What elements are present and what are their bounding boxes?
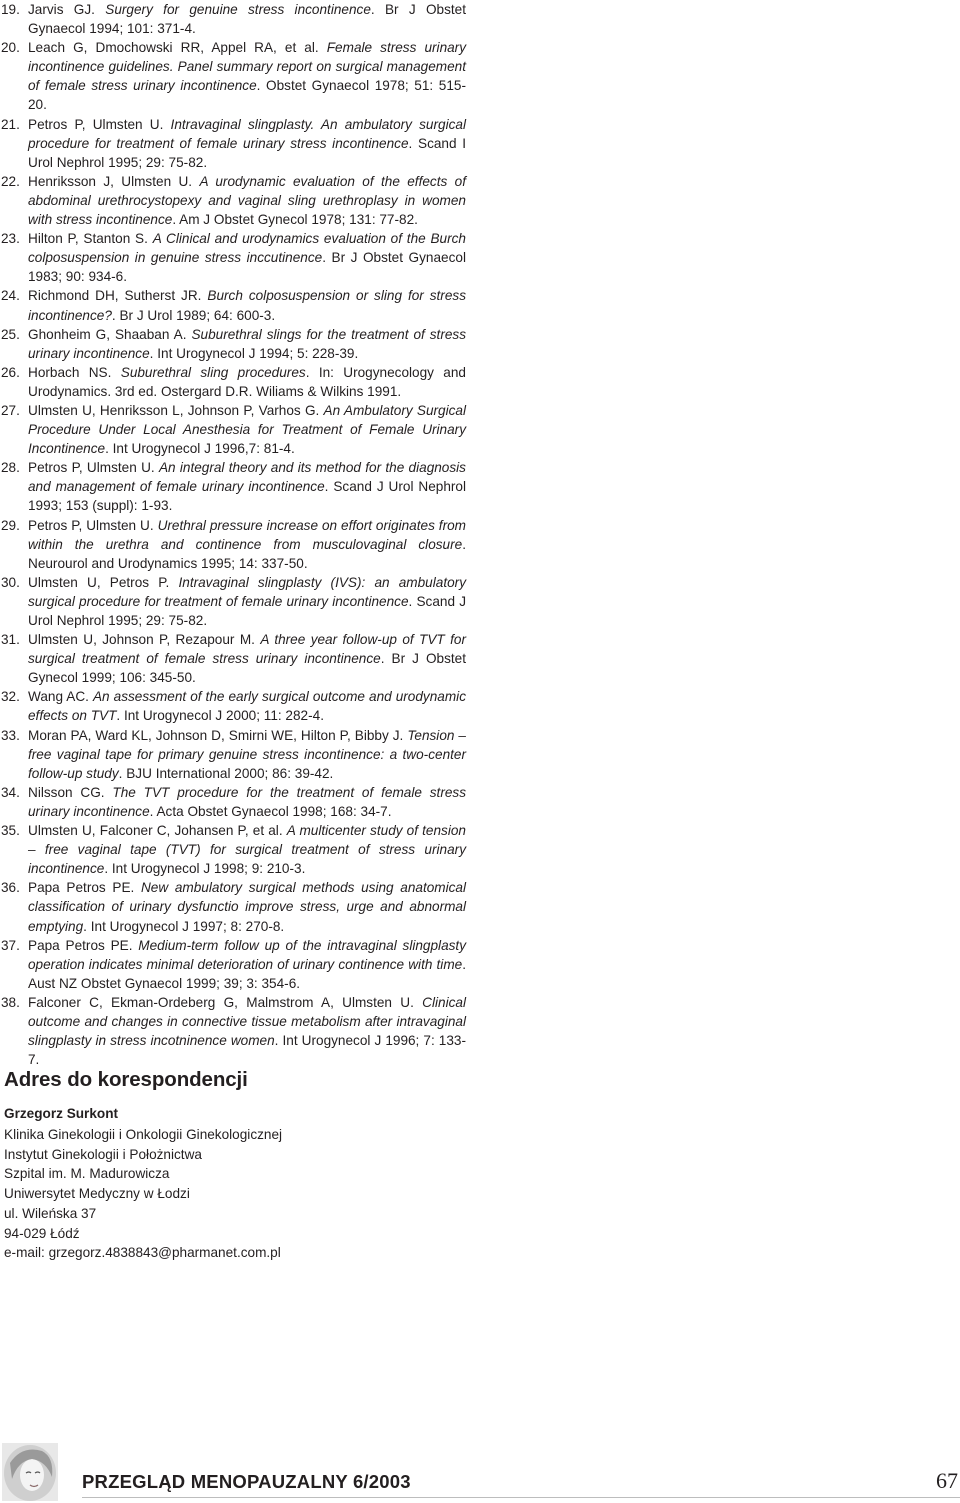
reference-title: A multicenter study of tension – free vaginal tape (TVT) for surgical treatment of stress urinary incontinence bbox=[28, 823, 466, 877]
reference-item: 31. Ulmsten U, Johnson P, Rezapour M. A three year follow-up of TVT for surgical treatment of female stress urinary incontinence. Br J Obstet Gynecol 1999; 106: 345-50. bbox=[1, 632, 467, 686]
reference-number: 26. bbox=[1, 364, 20, 380]
reference-item: 33. Moran PA, Ward KL, Johnson D, Smirni WE, Hilton P, Bibby J. Tension – free vaginal tape for primary genuine stress incontinence: a two-center follow-up study. BJU International 2000; 86: 39-42. bbox=[1, 727, 466, 781]
reference-item: 26. Horbach NS. Suburethral sling procedures. In: Urogynecology and Urodynamics. 3rd ed. Ostergard D.R. Wiliams & Wilkins 1991. bbox=[1, 364, 466, 399]
reference-authors: Richmond DH, Sutherst JR. bbox=[28, 288, 202, 304]
reference-title: Clinical outcome and changes in connective tissue metabolism after intravaginal slingplasty in stress incotninence women bbox=[28, 994, 466, 1049]
reference-number: 38. bbox=[1, 994, 20, 1010]
reference-item: 25. Ghonheim G, Shaaban A. Suburethral slings for the treatment of stress urinary incontinence. Int Urogynecol J 1994; 5: 228-39. bbox=[1, 326, 467, 361]
reference-source: Scand J Urol Nephrol 1993; 153 (suppl): 1-93. bbox=[28, 479, 466, 514]
reference-title: Intravaginal slingplasty (IVS): an ambulatory surgical procedure for treatment of female urinary incontinence bbox=[28, 574, 466, 609]
reference-list bbox=[1, 0, 467, 1069]
reference-item: 24. Richmond DH, Sutherst JR. Burch colposuspension or sling for stress incontinence?. Br J Urol 1989; 64: 600-3. bbox=[1, 288, 466, 323]
reference-item: 28. Petros P, Ulmsten U. An integral theory and its method for the diagnosis and management of female urinary incontinence. Scand J Urol Nephrol 1993; 153 (suppl): 1-93. bbox=[1, 460, 466, 514]
reference-number: 19. bbox=[1, 2, 20, 17]
reference-item: 23. Hilton P, Stanton S. A Clinical and urodynamics evaluation of the Burch colposuspension in genuine stress inccutinence. Br J Obstet Gynaecol 1983; 90: 934-6. bbox=[1, 231, 466, 285]
reference-number: 31. bbox=[1, 632, 20, 648]
reference-authors: Petros P, Ulmsten U. bbox=[28, 460, 155, 476]
reference-number: 24. bbox=[1, 288, 20, 304]
reference-authors: Petros P, Ulmsten U. bbox=[28, 116, 164, 132]
reference-number: 34. bbox=[1, 784, 20, 800]
reference-item: 38. Falconer C, Ekman-Ordeberg G, Malmstrom A, Ulmsten U. Clinical outcome and changes in connective tissue metabolism after intravaginal slingplasty in stress incotninence women. Int Urogynecol J 1996; 7: 133-7. bbox=[1, 994, 466, 1068]
journal-title: PRZEGLĄD MENOPAUZALNY 6/2003 bbox=[82, 1471, 411, 1492]
reference-title: Suburethral slings for the treatment of stress urinary incontinence bbox=[28, 326, 467, 361]
reference-source: Br J Obstet Gynaecol 1994; 101: 371-4. bbox=[28, 2, 466, 37]
reference-authors: Papa Petros PE. bbox=[28, 937, 133, 953]
reference-item: 30. Ulmsten U, Petros P. Intravaginal slingplasty (IVS): an ambulatory surgical procedure for treatment of female urinary incontinence. Scand J Urol Nephrol 1995; 29: 75-82. bbox=[1, 574, 466, 628]
reference-source: Int Urogynecol J 1994; 5: 228-39. bbox=[157, 345, 359, 361]
page-footer bbox=[0, 1443, 960, 1503]
reference-title: Suburethral sling procedures bbox=[120, 364, 306, 380]
reference-item: 34. Nilsson CG. The TVT procedure for the treatment of female stress urinary incontinence. Acta Obstet Gynaecol 1998; 168: 34-7. bbox=[1, 784, 466, 819]
reference-authors: Moran PA, Ward KL, Johnson D, Smirni WE, Hilton P, Bibby J. bbox=[28, 727, 404, 743]
footer-divider bbox=[82, 1497, 960, 1498]
address-line: Klinika Ginekologii i Onkologii Ginekologicznej bbox=[4, 1127, 283, 1142]
address-line: 94-029 Łódź bbox=[4, 1225, 80, 1241]
reference-number: 35. bbox=[1, 823, 20, 839]
reference-item: 19. Jarvis GJ. Surgery for genuine stress incontinence. Br J Obstet Gynaecol 1994; 101: 371-4. bbox=[1, 2, 466, 37]
page-number: 67 bbox=[936, 1468, 958, 1493]
address-line: Szpital im. M. Madurowicza bbox=[4, 1166, 170, 1182]
reference-title: An integral theory and its method for the diagnosis and management of female urinary incontinence bbox=[28, 460, 466, 495]
reference-number: 23. bbox=[1, 231, 20, 247]
reference-title: Female stress urinary incontinence guidelines. Panel summary report on surgical management of female stress urinary incontinence bbox=[28, 40, 467, 94]
correspondence-heading: Adres do korespondencji bbox=[4, 1068, 248, 1091]
reference-source: Acta Obstet Gynaecol 1998; 168: 34-7. bbox=[156, 803, 392, 819]
reference-title: The TVT procedure for the treatment of female stress urinary incontinence bbox=[28, 784, 466, 819]
reference-item: 22. Henriksson J, Ulmsten U. A urodynamic evaluation of the effects of abdominal urethrocystopexy and vaginal sling urethroplasy in women with stress incontinence. Am J Obstet Gynecol 1978; 131: 77-82. bbox=[1, 173, 466, 228]
reference-authors: Horbach NS. bbox=[28, 364, 112, 380]
reference-title: New ambulatory surgical methods using anatomical classification of urinary dysfunctio improve stress, urge and abnormal emptying bbox=[28, 880, 467, 934]
email-line: e-mail: grzegorz.4838843@pharmanet.com.pl bbox=[4, 1245, 281, 1261]
reference-authors: Wang AC. bbox=[28, 689, 89, 705]
reference-number: 30. bbox=[1, 574, 20, 590]
reference-number: 27. bbox=[1, 402, 20, 418]
reference-title: Medium-term follow up of the intravaginal slingplasty operation indicates minimal deterioration of urinary continence with time bbox=[28, 937, 466, 972]
address-line: Uniwersytet Medyczny w Łodzi bbox=[4, 1186, 190, 1202]
reference-number: 20. bbox=[1, 40, 20, 56]
reference-source: Am J Obstet Gynecol 1978; 131: 77-82. bbox=[179, 212, 418, 228]
reference-item: 36. Papa Petros PE. New ambulatory surgical methods using anatomical classification of urinary dysfunctio improve stress, urge and abnormal emptying. Int Urogynecol J 1997; 8: 270-8. bbox=[1, 880, 467, 934]
reference-authors: Henriksson J, Ulmsten U. bbox=[28, 173, 193, 189]
reference-source: Br J Obstet Gynecol 1999; 106: 345-50. bbox=[28, 651, 467, 686]
reference-number: 33. bbox=[1, 727, 20, 743]
reference-source: Br J Obstet Gynaecol 1983; 90: 934-6. bbox=[28, 250, 466, 285]
reference-authors: Hilton P, Stanton S. bbox=[28, 231, 148, 247]
reference-title: A urodynamic evaluation of the effects of abdominal urethrocystopexy and vaginal sling urethroplasy in women with stress incontinence bbox=[28, 173, 466, 228]
reference-item: 32. Wang AC. An assessment of the early surgical outcome and urodynamic effects on TVT. Int Urogynecol J 2000; 11: 282-4. bbox=[1, 689, 466, 724]
reference-number: 25. bbox=[1, 326, 20, 342]
reference-item: 21. Petros P, Ulmsten U. Intravaginal slingplasty. An ambulatory surgical procedure for treatment of female urinary stress incontinence. Scand I Urol Nephrol 1995; 29: 75-82. bbox=[1, 116, 466, 170]
reference-source: Scand I Urol Nephrol 1995; 29: 75-82. bbox=[28, 135, 466, 170]
reference-authors: Ulmsten U, Petros P. bbox=[28, 574, 170, 590]
reference-number: 22. bbox=[1, 173, 20, 189]
reference-item: 27. Ulmsten U, Henriksson L, Johnson P, Varhos G. An Ambulatory Surgical Procedure Under Local Anesthesia for Treatment of Female Urinary Incontinence. Int Urogynecol J 1996,7: 81-4. bbox=[1, 402, 466, 457]
reference-authors: Petros P, Ulmsten U. bbox=[28, 517, 154, 533]
reference-title: A three year follow-up of TVT for surgical treatment of female stress urinary incontinence bbox=[28, 632, 466, 667]
reference-title: A Clinical and urodynamics evaluation of the Burch colposuspension in genuine stress inccutinence bbox=[28, 231, 466, 266]
reference-source: Int Urogynecol J 1997; 8: 270-8. bbox=[90, 918, 285, 934]
reference-item: 35. Ulmsten U, Falconer C, Johansen P, et al. A multicenter study of tension – free vaginal tape (TVT) for surgical treatment of stress urinary incontinence. Int Urogynecol J 1998; 9: 210-3. bbox=[1, 823, 466, 877]
reference-title: An assessment of the early surgical outcome and urodynamic effects on TVT bbox=[28, 689, 466, 724]
correspondence-block bbox=[4, 1068, 504, 1263]
reference-title: Burch colposuspension or sling for stress incontinence? bbox=[28, 288, 466, 323]
reference-source: Neurourol and Urodynamics 1995; 14: 337-50. bbox=[28, 555, 308, 571]
reference-source: Br J Urol 1989; 64: 600-3. bbox=[119, 307, 276, 323]
reference-source: Int Urogynecol J 1996; 7: 133-7. bbox=[28, 1033, 466, 1068]
reference-source: Int Urogynecol J 1996,7: 81-4. bbox=[112, 441, 295, 457]
reference-authors: Jarvis GJ. bbox=[28, 2, 95, 17]
reference-source: Obstet Gynaecol 1978; 51: 515-20. bbox=[28, 78, 466, 113]
reference-number: 21. bbox=[1, 116, 20, 132]
reference-title: Tension – free vaginal tape for primary genuine stress incontinence: a two-center follow-up study bbox=[28, 727, 466, 781]
reference-source: Aust NZ Obstet Gynaecol 1999; 39; 3: 354-6. bbox=[28, 975, 301, 991]
reference-authors: Ulmsten U, Henriksson L, Johnson P, Varhos G. bbox=[28, 402, 320, 418]
reference-authors: Leach G, Dmochowski RR, Appel RA, et al. bbox=[28, 40, 319, 56]
reference-source: Int Urogynecol J 1998; 9: 210-3. bbox=[111, 861, 306, 877]
reference-item: 37. Papa Petros PE. Medium-term follow up of the intravaginal slingplasty operation indicates minimal deterioration of urinary continence with time. Aust NZ Obstet Gynaecol 1999; 39; 3: 354-6. bbox=[1, 937, 466, 991]
reference-title: An Ambulatory Surgical Procedure Under Local Anesthesia for Treatment of Female Urinary Incontinence bbox=[28, 402, 466, 457]
reference-title: Surgery for genuine stress incontinence bbox=[105, 2, 371, 17]
reference-title: Intravaginal slingplasty. An ambulatory surgical procedure for treatment of female urinary stress incontinence bbox=[28, 116, 466, 151]
reference-source: Scand J Urol Nephrol 1995; 29: 75-82. bbox=[28, 593, 466, 628]
reference-authors: Ulmsten U, Falconer C, Johansen P, et al. bbox=[28, 823, 283, 839]
author-photo-image bbox=[2, 1443, 58, 1501]
reference-source: In: Urogynecology and Urodynamics. 3rd ed. Ostergard D.R. Wiliams & Wilkins 1991. bbox=[28, 364, 466, 399]
reference-title: Urethral pressure increase on effort originates from within the urethra and continence from musculovaginal closure bbox=[28, 517, 466, 552]
reference-authors: Nilsson CG. bbox=[28, 784, 105, 800]
reference-number: 29. bbox=[1, 517, 20, 533]
reference-number: 36. bbox=[1, 880, 20, 896]
reference-number: 32. bbox=[1, 689, 20, 705]
reference-source: BJU International 2000; 86: 39-42. bbox=[126, 765, 334, 781]
reference-item: 29. Petros P, Ulmsten U. Urethral pressure increase on effort originates from within the urethra and continence from musculovaginal closure. Neurourol and Urodynamics 1995; 14: 337-50. bbox=[1, 517, 466, 571]
reference-source: Int Urogynecol J 2000; 11: 282-4. bbox=[123, 708, 324, 724]
reference-item: 20. Leach G, Dmochowski RR, Appel RA, et al. Female stress urinary incontinence guidelines. Panel summary report on surgical management of female stress urinary incontinence. Obstet Gynaecol 1978; 51: 515-20. bbox=[1, 40, 467, 113]
reference-number: 28. bbox=[1, 460, 20, 476]
reference-authors: Falconer C, Ekman-Ordeberg G, Malmstrom A, Ulmsten U. bbox=[28, 994, 414, 1010]
address-line: ul. Wileńska 37 bbox=[4, 1205, 97, 1221]
reference-authors: Ulmsten U, Johnson P, Rezapour M. bbox=[28, 632, 255, 648]
reference-authors: Ghonheim G, Shaaban A. bbox=[28, 326, 187, 342]
reference-number: 37. bbox=[1, 937, 20, 953]
address-line: Instytut Ginekologii i Położnictwa bbox=[4, 1146, 202, 1162]
correspondence-name: Grzegorz Surkont bbox=[4, 1106, 119, 1121]
reference-authors: Papa Petros PE. bbox=[28, 880, 135, 896]
